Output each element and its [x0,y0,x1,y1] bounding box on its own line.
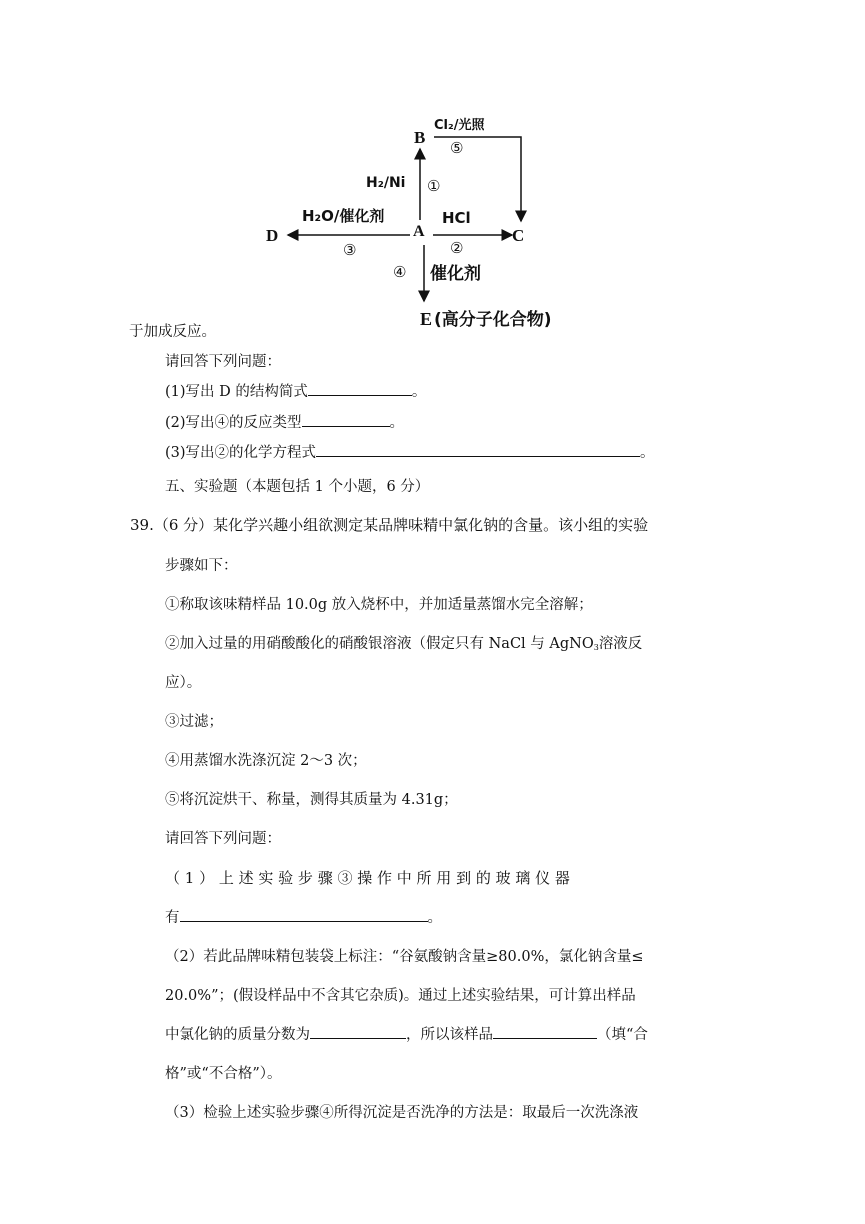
answer-blank-3[interactable] [316,442,640,457]
question-intro: 请回答下列问题： [165,354,281,370]
question-a1-text: 有 [165,910,180,926]
answer-blank-a2-percent[interactable] [310,1024,406,1039]
reaction-diagram-svg [250,105,630,340]
answer-blank-2[interactable] [302,412,390,427]
question-1-text: (1)写出 D 的结构简式 [165,384,308,400]
edge2-reagent: HCl [442,209,471,227]
edge3-reagent: H₂O/催化剂 [302,207,385,225]
step-1: ①称取该味精样品 10.0g 放入烧杯中，并加适量蒸馏水完全溶解； [165,597,593,613]
section-heading: 五、实验题（本题包括 1 个小题，6 分） [165,479,430,495]
step-3: ③过滤； [165,714,223,730]
question-a2-text: 中氯化钠的质量分数为 [165,1027,310,1043]
edge3-number: ③ [343,241,357,259]
answer-blank-1[interactable] [308,381,412,396]
question-1 [165,380,426,401]
answer-blank-a1[interactable] [180,907,428,922]
question-1-end: 。 [411,384,427,400]
step-2-subscript: 3 [593,643,599,652]
question-intro-2: 请回答下列问题： [165,831,281,847]
node-c: C [512,226,525,245]
question-a2-line4: 格”或“不合格”）。 [165,1066,282,1082]
question-2-text: (2)写出④的反应类型 [165,415,302,431]
node-a: A [413,223,425,240]
edge5-reagent: Cl₂/光照 [434,118,485,133]
question-a2-end: （填“合 [597,1027,648,1043]
question-a2-line3 [165,1023,648,1044]
reaction-diagram [250,105,630,340]
step-5: ⑤将沉淀烘干、称量，测得其质量为 4.31g； [165,792,458,808]
question-3-end: 。 [640,445,655,461]
problem-39-line2: 步骤如下： [165,558,238,574]
question-2-end: 。 [389,415,405,431]
node-e: E [420,309,433,329]
question-a2-mid: ，所以该样品 [406,1027,493,1043]
question-a3-line1: （3）检验上述实验步骤④所得沉淀是否洗净的方法是：取最后一次洗涤液 [165,1105,639,1121]
question-a2-line1: （2）若此品牌味精包装袋上标注：“谷氨酸钠含量≥80.0%，氯化钠含量≤ [165,949,644,965]
problem-39-line1: 39.（6 分）某化学兴趣小组欲测定某品牌味精中氯化钠的含量。该小组的实验 [130,516,649,534]
edge1-reagent: H₂/Ni [366,175,406,191]
step-2-text-end: 溶液反 [598,636,643,652]
question-3-text: (3)写出②的化学方程式 [165,445,317,461]
node-b: B [414,128,426,147]
step-2-line1 [165,632,642,653]
question-a1-line2 [165,906,442,927]
edge1-number: ① [427,177,441,195]
question-3 [165,441,655,462]
question-a1-line1: （ 1 ） 上 述 实 验 步 骤 ③ 操 作 中 所 用 到 的 玻 璃 仪 器 [165,869,570,887]
edge5-number: ⑤ [450,139,464,157]
node-e-note: (高分子化合物) [434,310,552,330]
question-2 [165,411,404,432]
question-a1-end: 。 [427,910,442,926]
node-d: D [266,226,279,245]
edge4-number: ④ [393,263,407,281]
text-line-fragment: 于加成反应。 [129,324,216,340]
step-4: ④用蒸馏水洗涤沉淀 2～3 次； [165,753,367,769]
step-2-line2: 应）。 [165,675,202,691]
answer-blank-a2-verdict[interactable] [493,1024,597,1039]
question-a2-line2: 20.0%”；(假设样品中不含其它杂质)。通过上述实验结果，可计算出样品 [165,988,636,1004]
step-2-text: ②加入过量的用硝酸酸化的硝酸银溶液（假定只有 NaCl 与 AgNO [165,636,594,652]
edge2-number: ② [450,239,464,257]
edge4-reagent: 催化剂 [430,264,481,284]
